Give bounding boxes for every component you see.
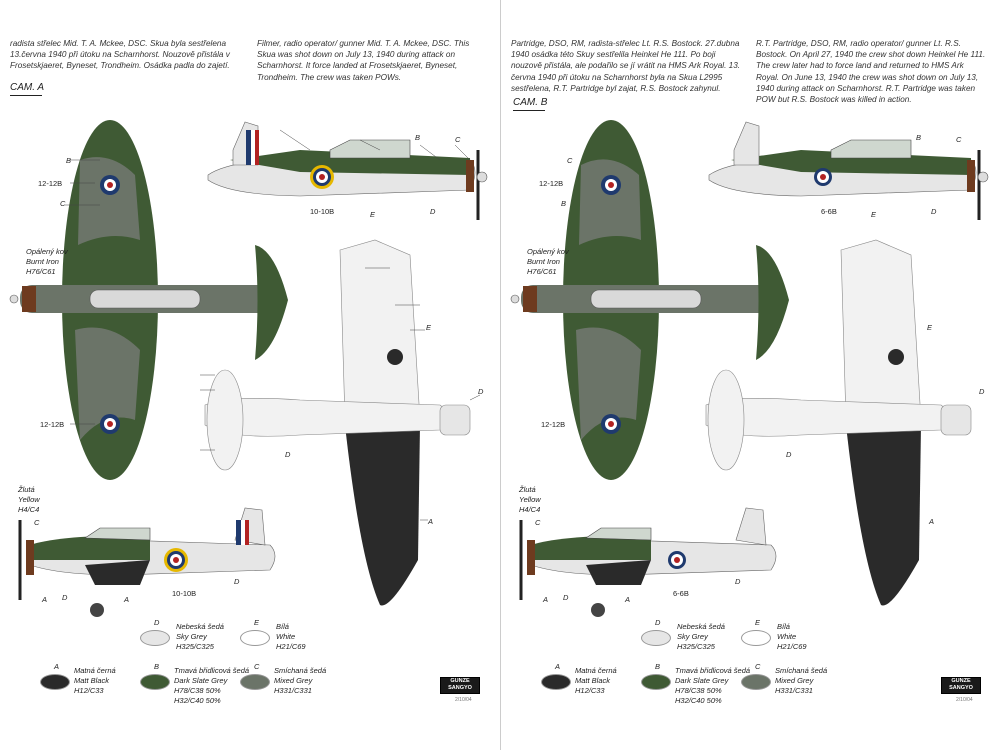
swatch-dark-slate-grey — [140, 674, 170, 690]
swatch-en: Dark Slate Grey — [675, 676, 729, 685]
legend-sky-grey — [140, 618, 230, 652]
swatch-sky-grey — [641, 630, 671, 646]
label-C-3: C — [34, 518, 40, 527]
page-number: 2/10/04 — [455, 697, 472, 703]
swatch-cz: Bílá — [276, 622, 289, 631]
code-fuselage-side-2: 6-6B — [673, 589, 689, 598]
label-A-1: A — [929, 517, 935, 526]
label-E-1: E — [370, 210, 376, 219]
description-en: R.T. Partridge, DSO, RM, radio operator/ gunner Lt. R.S. Bostock. On April 27, 1940 the crew shot down Heinkel He 111. The crew later had to force land and returned to HMS Ark Royal. On June 13, 1940 the crew was shot down on July 13, 1940 during attack on Scharnhorst. R.T. Partridge was taken POW but R.S. Bostock was killed in action. — [756, 39, 986, 105]
swatch-letter: C — [755, 662, 761, 671]
label-C-3: C — [535, 518, 541, 527]
code-upper-wing-2: 12-12B — [541, 420, 566, 429]
swatch-letter: B — [655, 662, 661, 671]
swatch-sky-grey — [140, 630, 170, 646]
swatch-code: H78/C38 50% — [174, 686, 221, 695]
swatch-code: H12/C33 — [74, 686, 104, 695]
label-A-2: A — [543, 595, 549, 604]
page-number: 2/10/04 — [956, 697, 973, 703]
swatch-en: White — [777, 632, 797, 641]
swatch-code: H21/C69 — [777, 642, 807, 651]
swatch-mixed-grey — [741, 674, 771, 690]
yellow-cz: Žlutá — [18, 485, 35, 494]
gunze-sangyo-logo: GUNZE SANGYO — [440, 677, 480, 694]
code-fuselage-side-2: 10-10B — [172, 589, 197, 598]
legend-sky-grey — [641, 618, 731, 652]
swatch-en: Sky Grey — [677, 632, 708, 641]
label-D-5: D — [735, 577, 741, 586]
burnt-iron-cz: Opálený kov — [26, 247, 68, 256]
swatch-cz: Matná černá — [74, 666, 116, 675]
label-A-3: A — [124, 595, 130, 604]
label-A-2: A — [42, 595, 48, 604]
swatch-code: H12/C33 — [575, 686, 605, 695]
legend-mixed-grey — [240, 662, 340, 696]
swatch-mixed-grey — [240, 674, 270, 690]
swatch-letter: C — [254, 662, 260, 671]
label-D-4: D — [563, 593, 569, 602]
swatch-letter: A — [54, 662, 60, 671]
label-B-2: B — [916, 133, 922, 142]
yellow-code: H4/C4 — [519, 505, 541, 514]
yellow-en: Yellow — [18, 495, 40, 504]
yellow-en: Yellow — [519, 495, 541, 504]
label-C-1: C — [60, 199, 66, 208]
swatch-cz: Smíchaná šedá — [775, 666, 828, 675]
label-B-2: B — [415, 133, 421, 142]
swatch-cz: Nebeská šedá — [677, 622, 725, 631]
label-D-2: D — [979, 387, 985, 396]
swatch-en: Dark Slate Grey — [174, 676, 228, 685]
burnt-iron-callout — [26, 247, 68, 277]
label-E-2: E — [927, 323, 933, 332]
code-fuselage-side: 6-6B — [821, 207, 837, 216]
label-C-1: C — [567, 156, 573, 165]
legend-mixed-grey — [741, 662, 841, 696]
swatch-en: Matt Black — [74, 676, 110, 685]
description-cz: Partridge, DSO, RM, radista-střelec Lt. R.S. Bostock. 27.dubna 1940 osádka této Skuy sestřelila Heinkel He 111. Po boji nouzově přistála, ale podařilo se jí vrátit na HMS Ark Royal. 13. června 1940 při útoku na Scharnhorst byla na Skua L2995 sestřelena, R.T. Partridge byl zajat, R.S. Bostock zahynul. — [511, 39, 741, 93]
swatch-cz: Tmavá břidlicová šedá — [174, 666, 250, 675]
swatch-cz: Smíchaná šedá — [274, 666, 327, 675]
description-en: Filmer, radio operator/ gunner Mid. T. A. Mckee, DSC. This Skua was shot down on July 13, 1940 during attack on Scharnhorst. It force landed at Frosetskjaeret, Byneset, Trondheim. The crew was taken POWs. — [257, 39, 470, 82]
legend-dark-slate-grey — [140, 662, 250, 706]
legend-white — [240, 618, 330, 652]
label-D-3: D — [285, 450, 291, 459]
label-B-1: B — [66, 156, 72, 165]
label-D-3: D — [786, 450, 792, 459]
swatch-en: Matt Black — [575, 676, 611, 685]
label-A-3: A — [625, 595, 631, 604]
code-upper-wing-1: 12-12B — [539, 179, 564, 188]
swatch-en: Mixed Grey — [274, 676, 313, 685]
swatch-en: Mixed Grey — [775, 676, 814, 685]
label-D-1: D — [931, 207, 937, 216]
label-C-2: C — [455, 135, 461, 144]
scheme-label: CAM. A — [10, 82, 45, 93]
scheme-label: CAM. B — [513, 97, 548, 108]
swatch-letter: D — [655, 618, 661, 627]
swatch-cz: Matná černá — [575, 666, 617, 675]
legend-white — [741, 618, 831, 652]
description-cz: radista střelec Mid. T. A. Mckee, DSC. Skua byla sestřelena 13.června 1940 při útoku na Scharnhorst. Nouzově přistála v Frosetskjaeret, Byneset, Trondheim. Osádka padla do zajetí. — [10, 39, 230, 71]
swatch-dark-slate-grey — [641, 674, 671, 690]
yellow-callout — [519, 485, 541, 515]
swatch-cz: Nebeská šedá — [176, 622, 224, 631]
swatch-cz: Tmavá břidlicová šedá — [675, 666, 751, 675]
swatch-letter: B — [154, 662, 160, 671]
code-upper-wing-2: 12-12B — [40, 420, 65, 429]
burnt-iron-en: Burnt Iron — [527, 257, 560, 266]
label-A-1: A — [428, 517, 434, 526]
burnt-iron-code: H76/C61 — [527, 267, 557, 276]
swatch-matt-black — [541, 674, 571, 690]
label-D-4: D — [62, 593, 68, 602]
code-upper-wing-1: 12-12B — [38, 179, 63, 188]
label-D-2: D — [478, 387, 484, 396]
swatch-code: H331/C331 — [274, 686, 312, 695]
swatch-code: H78/C38 50% — [675, 686, 722, 695]
label-D-5: D — [234, 577, 240, 586]
yellow-callout — [18, 485, 40, 515]
yellow-cz: Žlutá — [519, 485, 536, 494]
burnt-iron-en: Burnt Iron — [26, 257, 59, 266]
swatch-letter: E — [755, 618, 761, 627]
legend-dark-slate-grey — [641, 662, 751, 706]
label-C-2: C — [956, 135, 962, 144]
swatch-white — [240, 630, 270, 646]
swatch-code: H331/C331 — [775, 686, 813, 695]
label-E-2: E — [426, 323, 432, 332]
swatch-code: H21/C69 — [276, 642, 306, 651]
swatch-code2: H32/C40 50% — [174, 696, 221, 705]
yellow-code: H4/C4 — [18, 505, 40, 514]
burnt-iron-code: H76/C61 — [26, 267, 56, 276]
legend-matt-black — [541, 662, 641, 696]
instruction-page-camouflage-b — [500, 0, 1000, 750]
label-D-1: D — [430, 207, 436, 216]
code-fuselage-side: 10-10B — [310, 207, 335, 216]
swatch-en: Sky Grey — [176, 632, 207, 641]
gunze-sangyo-logo: GUNZE SANGYO — [941, 677, 981, 694]
swatch-code: H325/C325 — [677, 642, 715, 651]
swatch-letter: E — [254, 618, 260, 627]
swatch-en: White — [276, 632, 296, 641]
burnt-iron-cz: Opálený kov — [527, 247, 569, 256]
legend-matt-black — [40, 662, 140, 696]
swatch-letter: D — [154, 618, 160, 627]
swatch-cz: Bílá — [777, 622, 790, 631]
swatch-code2: H32/C40 50% — [675, 696, 722, 705]
swatch-letter: A — [555, 662, 561, 671]
burnt-iron-callout — [527, 247, 569, 277]
label-B-1: B — [561, 199, 567, 208]
swatch-matt-black — [40, 674, 70, 690]
label-E-1: E — [871, 210, 877, 219]
swatch-code: H325/C325 — [176, 642, 214, 651]
swatch-white — [741, 630, 771, 646]
